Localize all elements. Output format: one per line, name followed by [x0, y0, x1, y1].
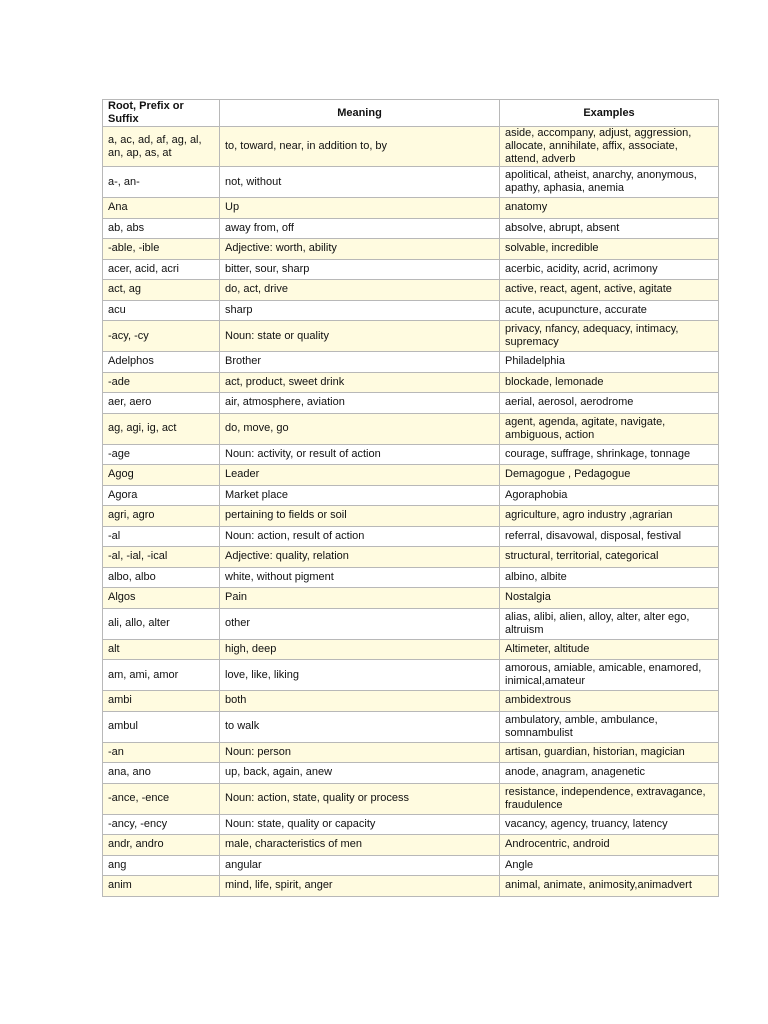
table-row — [103, 352, 719, 373]
table-row — [103, 372, 719, 393]
cell-root: ang — [103, 855, 220, 876]
cell-examples: Nostalgia — [500, 588, 719, 609]
cell-root: -ance, -ence — [103, 783, 220, 814]
cell-examples: alias, alibi, alien, alloy, alter, alter ego, altruism — [500, 608, 719, 639]
cell-root: a-, an- — [103, 167, 220, 198]
cell-meaning: high, deep — [220, 639, 500, 660]
table-row — [103, 218, 719, 239]
cell-examples: anatomy — [500, 198, 719, 219]
cell-root: -ancy, -ency — [103, 814, 220, 835]
header-meaning: Meaning — [220, 100, 500, 127]
cell-meaning: Noun: state or quality — [220, 321, 500, 352]
cell-meaning: pertaining to fields or soil — [220, 506, 500, 527]
cell-examples: vacancy, agency, truancy, latency — [500, 814, 719, 835]
table-row — [103, 465, 719, 486]
table-row — [103, 742, 719, 763]
cell-meaning: to walk — [220, 711, 500, 742]
cell-meaning: Noun: action, state, quality or process — [220, 783, 500, 814]
table-row — [103, 167, 719, 198]
cell-root: acu — [103, 300, 220, 321]
cell-meaning: Noun: activity, or result of action — [220, 444, 500, 465]
cell-meaning: not, without — [220, 167, 500, 198]
cell-root: Agog — [103, 465, 220, 486]
roots-table — [102, 99, 719, 897]
cell-examples: blockade, lemonade — [500, 372, 719, 393]
table-row — [103, 876, 719, 897]
cell-root: acer, acid, acri — [103, 259, 220, 280]
table-row — [103, 280, 719, 301]
cell-meaning: do, move, go — [220, 413, 500, 444]
cell-examples: referral, disavowal, disposal, festival — [500, 526, 719, 547]
cell-meaning: mind, life, spirit, anger — [220, 876, 500, 897]
table-row — [103, 691, 719, 712]
cell-examples: ambulatory, amble, ambulance, somnambulist — [500, 711, 719, 742]
cell-meaning: up, back, again, anew — [220, 763, 500, 784]
cell-examples: albino, albite — [500, 567, 719, 588]
table-row — [103, 855, 719, 876]
cell-examples: resistance, independence, extravagance, fraudulence — [500, 783, 719, 814]
cell-root: Adelphos — [103, 352, 220, 373]
cell-meaning: act, product, sweet drink — [220, 372, 500, 393]
cell-examples: privacy, nfancy, adequacy, intimacy, supremacy — [500, 321, 719, 352]
cell-root: Ana — [103, 198, 220, 219]
cell-root: -al — [103, 526, 220, 547]
cell-examples: Angle — [500, 855, 719, 876]
cell-meaning: Pain — [220, 588, 500, 609]
cell-examples: Altimeter, altitude — [500, 639, 719, 660]
cell-examples: artisan, guardian, historian, magician — [500, 742, 719, 763]
cell-examples: structural, territorial, categorical — [500, 547, 719, 568]
cell-examples: anode, anagram, anagenetic — [500, 763, 719, 784]
table-row — [103, 321, 719, 352]
cell-meaning: Leader — [220, 465, 500, 486]
cell-examples: amorous, amiable, amicable, enamored, inimical,amateur — [500, 660, 719, 691]
cell-examples: Androcentric, android — [500, 835, 719, 856]
cell-root: Agora — [103, 485, 220, 506]
table-row — [103, 608, 719, 639]
cell-examples: absolve, abrupt, absent — [500, 218, 719, 239]
cell-examples: Philadelphia — [500, 352, 719, 373]
cell-root: ambul — [103, 711, 220, 742]
table-row — [103, 639, 719, 660]
header-examples: Examples — [500, 100, 719, 127]
cell-root: ag, agi, ig, act — [103, 413, 220, 444]
cell-meaning: air, atmosphere, aviation — [220, 393, 500, 414]
cell-meaning: white, without pigment — [220, 567, 500, 588]
table-row — [103, 413, 719, 444]
cell-examples: aside, accompany, adjust, aggression, allocate, annihilate, affix, associate, attend, adverb — [500, 127, 719, 167]
cell-examples: agent, agenda, agitate, navigate, ambiguous, action — [500, 413, 719, 444]
cell-meaning: Brother — [220, 352, 500, 373]
cell-examples: courage, suffrage, shrinkage, tonnage — [500, 444, 719, 465]
cell-meaning: to, toward, near, in addition to, by — [220, 127, 500, 167]
cell-meaning: Adjective: worth, ability — [220, 239, 500, 260]
cell-meaning: Market place — [220, 485, 500, 506]
cell-root: agri, agro — [103, 506, 220, 527]
cell-meaning: do, act, drive — [220, 280, 500, 301]
cell-examples: apolitical, atheist, anarchy, anonymous, apathy, aphasia, anemia — [500, 167, 719, 198]
cell-meaning: angular — [220, 855, 500, 876]
cell-meaning: other — [220, 608, 500, 639]
cell-examples: acerbic, acidity, acrid, acrimony — [500, 259, 719, 280]
cell-examples: Demagogue , Pedagogue — [500, 465, 719, 486]
cell-meaning: love, like, liking — [220, 660, 500, 691]
cell-root: aer, aero — [103, 393, 220, 414]
cell-root: Algos — [103, 588, 220, 609]
cell-root: albo, albo — [103, 567, 220, 588]
table-row — [103, 444, 719, 465]
cell-meaning: Noun: action, result of action — [220, 526, 500, 547]
cell-examples: solvable, incredible — [500, 239, 719, 260]
table-row — [103, 660, 719, 691]
cell-meaning: away from, off — [220, 218, 500, 239]
cell-examples: Agoraphobia — [500, 485, 719, 506]
cell-examples: ambidextrous — [500, 691, 719, 712]
table-row — [103, 259, 719, 280]
cell-root: ambi — [103, 691, 220, 712]
table-row — [103, 588, 719, 609]
cell-examples: agriculture, agro industry ,agrarian — [500, 506, 719, 527]
cell-examples: acute, acupuncture, accurate — [500, 300, 719, 321]
table-row — [103, 300, 719, 321]
cell-root: -able, -ible — [103, 239, 220, 260]
cell-root: ana, ano — [103, 763, 220, 784]
table-row — [103, 783, 719, 814]
cell-examples: animal, animate, animosity,animadvert — [500, 876, 719, 897]
table-row — [103, 814, 719, 835]
cell-examples: active, react, agent, active, agitate — [500, 280, 719, 301]
table-row — [103, 393, 719, 414]
cell-root: a, ac, ad, af, ag, al, an, ap, as, at — [103, 127, 220, 167]
cell-meaning: male, characteristics of men — [220, 835, 500, 856]
table-row — [103, 127, 719, 167]
cell-root: -age — [103, 444, 220, 465]
table-row — [103, 835, 719, 856]
cell-root: -an — [103, 742, 220, 763]
cell-root: -acy, -cy — [103, 321, 220, 352]
cell-root: andr, andro — [103, 835, 220, 856]
cell-meaning: Up — [220, 198, 500, 219]
table-row — [103, 711, 719, 742]
cell-root: act, ag — [103, 280, 220, 301]
cell-meaning: sharp — [220, 300, 500, 321]
table-header-row — [103, 100, 719, 127]
cell-root: ab, abs — [103, 218, 220, 239]
table-row — [103, 547, 719, 568]
cell-meaning: Noun: person — [220, 742, 500, 763]
cell-meaning: both — [220, 691, 500, 712]
cell-examples: aerial, aerosol, aerodrome — [500, 393, 719, 414]
cell-root: -al, -ial, -ical — [103, 547, 220, 568]
cell-meaning: bitter, sour, sharp — [220, 259, 500, 280]
cell-meaning: Noun: state, quality or capacity — [220, 814, 500, 835]
cell-root: ali, allo, alter — [103, 608, 220, 639]
cell-root: am, ami, amor — [103, 660, 220, 691]
table-row — [103, 763, 719, 784]
cell-root: anim — [103, 876, 220, 897]
cell-root: -ade — [103, 372, 220, 393]
cell-root: alt — [103, 639, 220, 660]
table-row — [103, 506, 719, 527]
table-row — [103, 526, 719, 547]
cell-meaning: Adjective: quality, relation — [220, 547, 500, 568]
table-row — [103, 198, 719, 219]
table-row — [103, 239, 719, 260]
table-row — [103, 567, 719, 588]
header-root: Root, Prefix or Suffix — [103, 100, 220, 127]
table-row — [103, 485, 719, 506]
